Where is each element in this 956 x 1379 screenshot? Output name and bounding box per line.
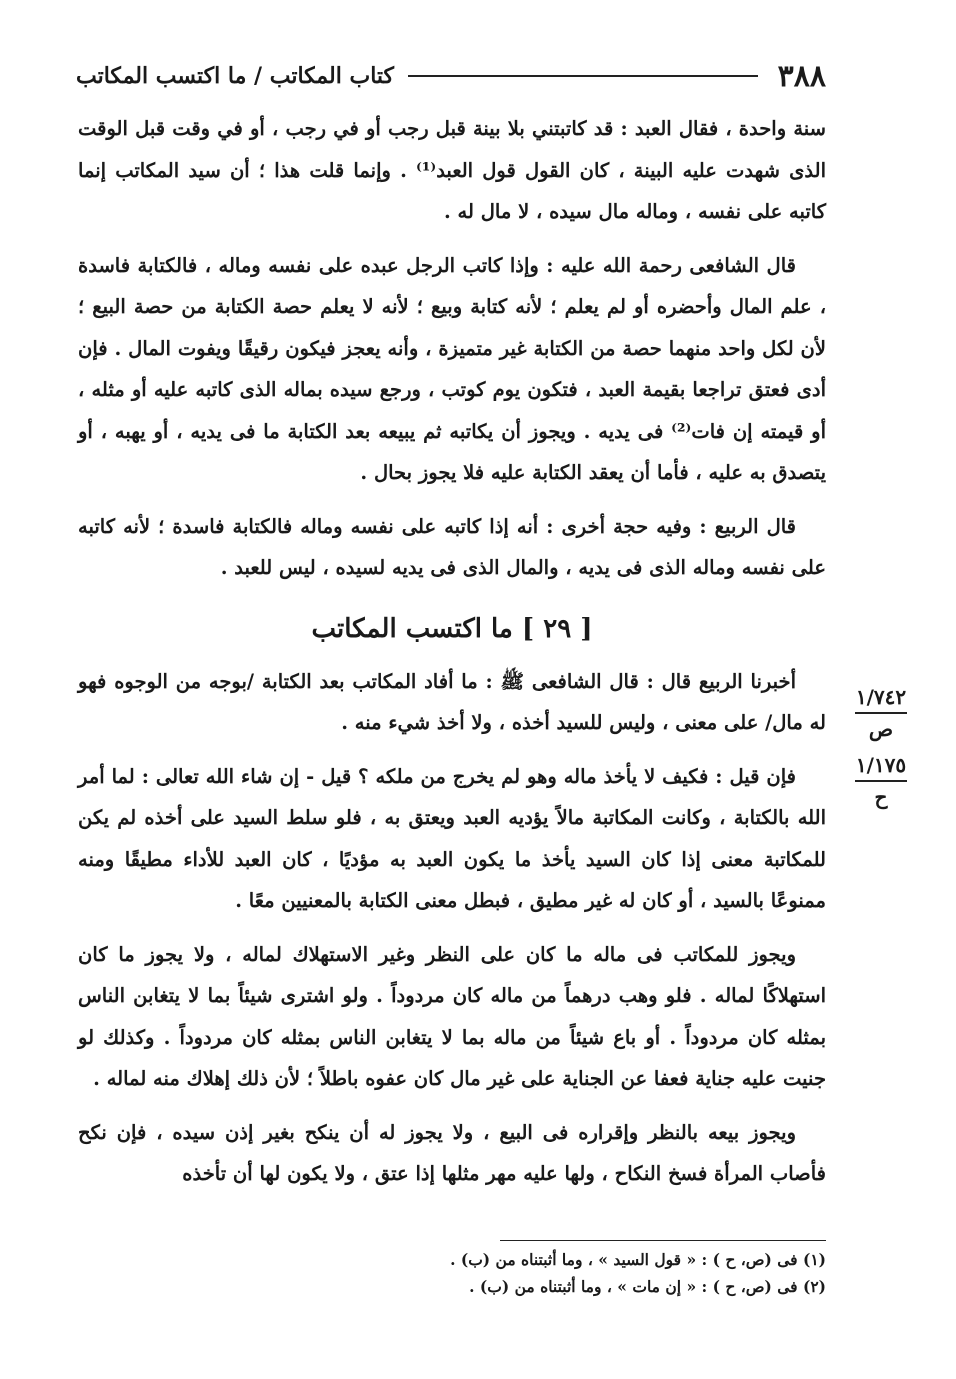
page-number: ٣٨٨ — [777, 58, 826, 94]
footnotes — [400, 1246, 826, 1300]
margin-ref-line — [855, 712, 907, 714]
footnote: (٢) فى (ص، ح ) : « إن مات » ، وما أثبتناه من (ب) . — [469, 1277, 826, 1296]
margin-ref-label: ص — [868, 717, 894, 741]
margin-reference — [846, 684, 916, 742]
paragraph: سنة واحدة ، فقال العبد : قد كاتبتني بلا بينة قبل رجب أو في رجب ، أو في وقت قبل الوقت الذى شهدت عليه البينة ، كان القول قول العبد⁽¹⁾ . وإنما قلت هذا ؛ أن سيد المكاتب إنما كاتبه على نفسه ، وماله مال سيده ، لا مال له . — [78, 117, 826, 223]
margin-ref-value: ١/٧٤٢ — [855, 685, 907, 709]
page-header — [76, 56, 826, 96]
margin-ref-value: ١/١٧٥ — [855, 753, 907, 777]
margin-ref-line — [855, 780, 907, 782]
paragraph: أخبرنا الربيع قال : قال الشافعى ﷺ : ما أفاد المكاتب بعد الكتابة /بوجه من الوجوه فهو له مال/ على معنى ، وليس للسيد أخذه ، ولا أخذ شيء منه . — [78, 669, 826, 734]
footnote: (١) فى (ص، ح ) : « قول السيد » ، وما أثبتناه من (ب) . — [450, 1250, 826, 1269]
paragraph: ويجوز بيعه بالنظر وإقراره فى البيع ، ولا يجوز له أن ينكح بغير إذن سيده ، فإن نكح فأصاب المرأة فسخ النكاح ، ولها عليه مهر مثلها إذا عتق ، ولا يكون لها أن تأخذه — [78, 1120, 826, 1185]
running-title: كتاب المكاتب / ما اكتسب المكاتب — [76, 63, 395, 89]
section-heading: [ ٢٩ ] ما اكتسب المكاتب — [311, 613, 593, 644]
header-rule — [408, 75, 758, 77]
paragraph: ويجوز للمكاتب فى ماله ما كان على النظر وغير الاستهلاك لماله ، ولا يجوز ما كان استهلاكًا لماله . فلو وهب درهماً من ماله كان مردوداً . ولو اشترى شيئاً بما لا يتغابن الناس بمثله كان مردوداً . أو باع شيئاً من ماله بما لا يتغابن الناس بمثله كان مردوداً . وكذلك لو جنيت عليه جناية فعفا عن الجناية على غير مال كان عفوه باطلاً ؛ لأن ذلك إهلاك منه لماله . — [78, 942, 826, 1090]
footnote-rule — [500, 1240, 826, 1241]
paragraph: قال الشافعى رحمة الله عليه : وإذا كاتب الرجل عبده على نفسه وماله ، فالكتابة فاسدة ، علم المال وأحضره أو لم يعلم ؛ لأنه كتابة وبيع ؛ لأنه لا يعلم حصة الكتابة من حصة البيع ؛ لأن لكل واحد منهما حصة من الكتابة غير متميزة ، وأنه يعجز فيكون رقيقًا ويفوت المال . فإن أدى فعتق تراجعا بقيمة العبد ، فتكون يوم كوتب ، ورجع سيده بماله الذى كاتبه عليه أو مثله ، أو قيمته إن فات⁽²⁾ فى يديه . ويجوز أن يكاتبه ثم يبيعه بعد الكتابة ما فى يديه ، أو يهبه ، أو يتصدق به عليه ، فأما أن يعقد الكتابة عليه فلا يجوز بحال . — [78, 253, 826, 484]
paragraph: فإن قيل : فكيف لا يأخذ ماله وهو لم يخرج من ملكه ؟ قيل - إن شاء الله تعالى : لما أمر الله بالكتابة ، وكانت المكاتبة مالاً يؤديه العبد ويعتق به ، فلو سلط السيد على أخذه لم يكن للمكاتبة معنى إذا كان السيد يأخذ ما يكون العبد به مؤديًا ، كان العبد للأداء مطيقًا ومنه ممنوعًا بالسيد ، أو كان له غير مطيق ، فبطل معنى الكتابة بالمعنيين معًا . — [78, 764, 826, 912]
paragraph: قال الربيع : وفيه حجة أخرى : أنه إذا كاتبه على نفسه وماله فالكتابة فاسدة ؛ لأنه كاتبه على نفسه وماله الذى فى يديه ، والمال الذى فى يديه لسيده ، ليس للعبد . — [78, 514, 826, 579]
margin-ref-label: ح — [874, 785, 888, 809]
margin-reference — [846, 752, 916, 810]
main-text — [78, 108, 826, 1207]
